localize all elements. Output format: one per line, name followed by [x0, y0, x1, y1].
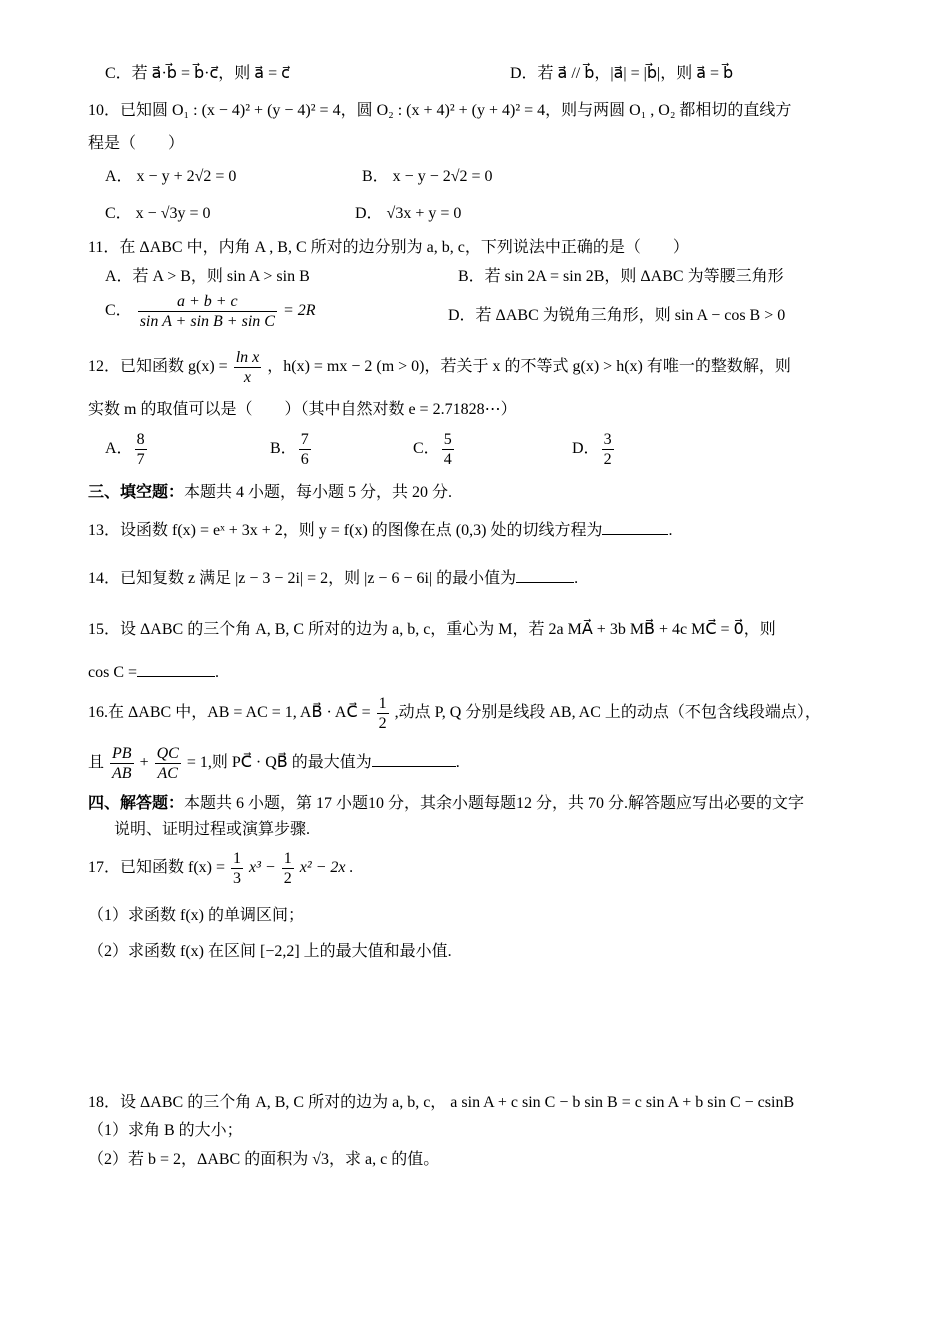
period: . [668, 522, 673, 539]
q10-stem: 10．已知圆 O₁ : (x − 4)² + (y − 4)² = 4，圆 O₂ : (x + 4)² + (y + 4)² = 4，则与两圆 O₁ , O₂ 都相切的直线方 [88, 102, 792, 119]
q13-stem: 13．设函数 f(x) = eˣ + 3x + 2，则 y = f(x) 的图像在点 (0,3) 处的切线方程为 [88, 522, 603, 539]
q14 [88, 568, 578, 589]
q18-stem: 18．设 ΔABC 的三个角 A, B, C 所对的边为 a, b, c， a sin A + c sin C − b sin B = c sin A + b sin C − csinB [88, 1094, 795, 1111]
denominator: 3 [233, 870, 242, 887]
q10-option-a: A． x − y + 2√2 = 0 [105, 168, 237, 185]
answer-blank[interactable] [137, 662, 215, 677]
denominator: AC [157, 765, 178, 782]
section-desc: 本题共 4 小题，每小题 5 分，共 20 分. [184, 484, 453, 501]
period: . [215, 664, 220, 681]
section-4-desc-cont: 说明、证明过程或演算步骤. [114, 821, 311, 838]
q12-option-c [413, 430, 456, 469]
q10-option-b: B． x − y − 2√2 = 0 [362, 168, 493, 185]
section-4-heading [88, 793, 804, 814]
fraction [299, 430, 311, 469]
q11-option-b: B．若 sin 2A = sin 2B，则 ΔABC 为等腰三角形 [458, 268, 784, 285]
numerator: 1 [378, 695, 387, 712]
option-label: B． [270, 440, 297, 458]
stem-text: ,动点 P, Q 分别是线段 AB, AC 上的动点（不包含线段端点）， [394, 704, 821, 722]
numerator: ln x [235, 349, 260, 366]
numerator: PB [112, 745, 132, 762]
section-3-heading [88, 482, 452, 503]
q11-option-c [105, 292, 316, 331]
q10-option-d: D． √3x + y = 0 [355, 205, 462, 222]
q15-stem: 15．设 ΔABC 的三个角 A, B, C 所对的边为 a, b, c，重心为 M，若 2a MA⃗ + 3b MB⃗ + 4c MC⃗ = 0⃗，则 [88, 621, 776, 638]
q9-option-d: D．若 a⃗ // b⃗，|a⃗| = |b⃗|，则 a⃗ = b⃗ [510, 65, 734, 82]
q12-stem [88, 348, 791, 387]
numerator: 1 [283, 850, 292, 867]
fraction [234, 348, 262, 387]
fraction [602, 430, 614, 469]
stem-text: 且 [88, 754, 105, 772]
rhs: = 2R [282, 302, 316, 320]
stem-text: x³ − [249, 859, 276, 877]
fraction [282, 849, 294, 888]
q18-part2: （2）若 b = 2，ΔABC 的面积为 √3，求 a, c 的值。 [88, 1151, 440, 1168]
fraction [138, 292, 277, 331]
option-label: A． [105, 440, 133, 458]
stem-text: x² − 2x . [299, 859, 354, 877]
plus-sign: + [139, 754, 149, 772]
period: . [455, 754, 460, 772]
q12-option-b [270, 430, 313, 469]
q12-stem-cont: 实数 m 的取值可以是（ ）（其中自然对数 e = 2.71828⋯） [88, 401, 517, 418]
q12-option-a [105, 430, 149, 469]
option-label: C． [413, 440, 440, 458]
fraction [135, 430, 147, 469]
q17-stem [88, 849, 354, 888]
denominator: sin A + sin B + sin C [139, 313, 275, 330]
section-desc: 本题共 6 小题，第 17 小题10 分，其余小题每题12 分，共 70 分.解答题应写出必要的文字 [184, 795, 805, 812]
fraction [231, 849, 243, 888]
denominator: 6 [300, 451, 309, 468]
numerator: 1 [233, 850, 242, 867]
fraction [377, 694, 389, 733]
denominator: 2 [378, 715, 387, 732]
section-title: 三、填空题： [88, 482, 185, 501]
denominator: 7 [136, 451, 145, 468]
q17-part2: （2）求函数 f(x) 在区间 [−2,2] 上的最大值和最小值. [88, 943, 452, 960]
stem-text: 16.在 ΔABC 中，AB = AC = 1, AB⃗ · AC⃗ = [88, 704, 371, 722]
section-title: 四、解答题： [88, 793, 185, 812]
q11-option-d: D．若 ΔABC 为锐角三角形，则 sin A − cos B > 0 [448, 307, 786, 324]
answer-blank[interactable] [372, 752, 456, 767]
denominator: AB [112, 765, 132, 782]
option-label: D． [572, 440, 600, 458]
numerator: 8 [136, 431, 145, 448]
stem-text: = 1,则 PC⃗ · QB⃗ 的最大值为 [186, 754, 372, 772]
q15-text: cos C = [88, 664, 138, 681]
fraction [155, 744, 181, 783]
stem-text: 12．已知函数 g(x) = [88, 358, 228, 376]
q10-option-c: C． x − √3y = 0 [105, 205, 211, 222]
q18-part1: （1）求角 B 的大小； [88, 1122, 243, 1139]
q14-stem: 14．已知复数 z 满足 |z − 3 − 2i| = 2，则 |z − 6 − 6i| 的最小值为 [88, 570, 517, 587]
denominator: x [243, 369, 252, 386]
denominator: 4 [443, 451, 452, 468]
answer-blank[interactable] [516, 568, 574, 583]
numerator: 3 [603, 431, 612, 448]
q9-option-c: C．若 a⃗·b⃗ = b⃗·c⃗，则 a⃗ = c⃗ [105, 65, 290, 82]
answer-blank[interactable] [602, 520, 668, 535]
q11-option-a: A．若 A > B，则 sin A > sin B [105, 268, 310, 285]
q16-stem [88, 694, 821, 733]
fraction [110, 744, 134, 783]
numerator: 5 [443, 431, 452, 448]
period: . [574, 570, 579, 587]
q16-line2 [88, 744, 460, 783]
stem-text: ，h(x) = mx − 2 (m > 0)，若关于 x 的不等式 g(x) > h(x) 有唯一的整数解，则 [267, 358, 791, 376]
q10-stem-cont: 程是（ ） [88, 135, 185, 152]
q12-option-d [572, 430, 616, 469]
numerator: QC [156, 745, 179, 762]
stem-text: 17．已知函数 f(x) = [88, 859, 226, 877]
numerator: a + b + c [138, 292, 277, 312]
q13 [88, 520, 672, 541]
q11-stem: 11．在 ΔABC 中，内角 A , B, C 所对的边分别为 a, b, c，下列说法中正确的是（ ） [88, 239, 689, 256]
q17-part1: （1）求函数 f(x) 的单调区间； [88, 907, 304, 924]
denominator: 2 [283, 870, 292, 887]
q15-line2 [88, 662, 219, 683]
numerator: 7 [300, 431, 309, 448]
fraction [442, 430, 454, 469]
option-label: C． [105, 302, 132, 320]
denominator: 2 [603, 451, 612, 468]
